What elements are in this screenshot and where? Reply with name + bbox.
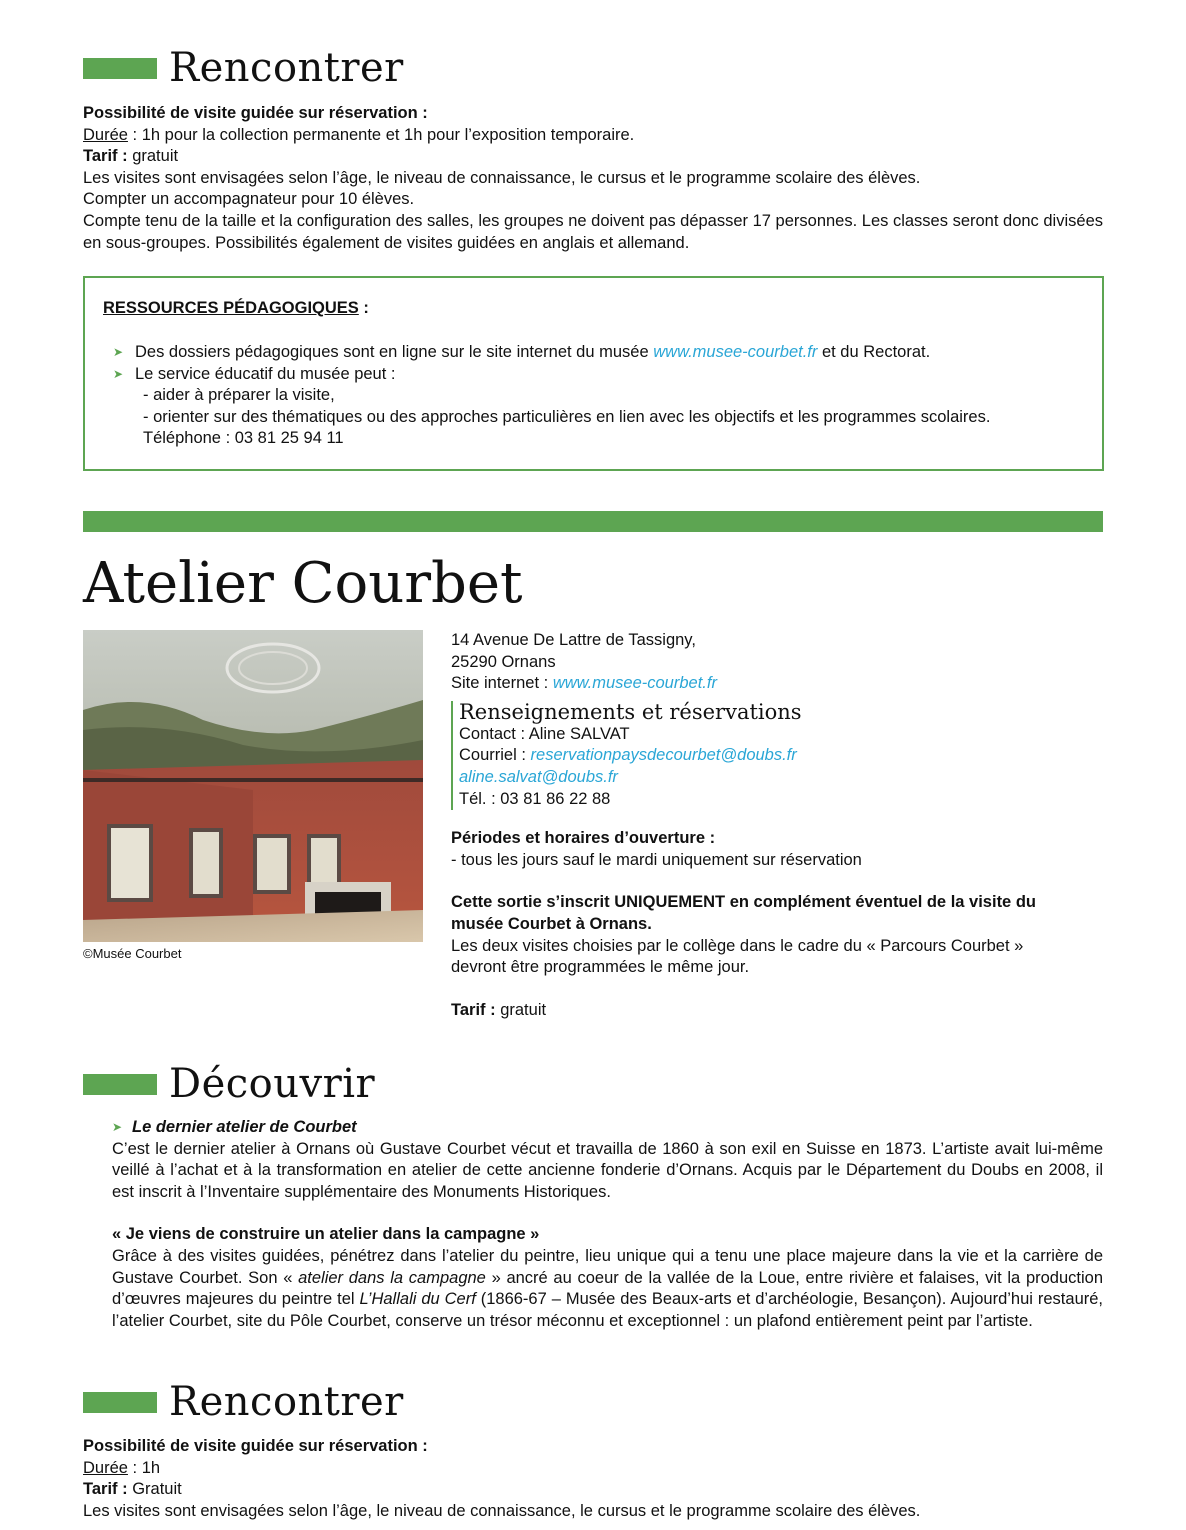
body-line: Compter un accompagnateur pour 10 élèves.	[83, 190, 415, 209]
tarif-label: Tarif :	[83, 147, 128, 166]
periods-text: - tous les jours sauf le mardi uniquement sur réservation	[451, 850, 862, 869]
tarif-value: gratuit	[127, 147, 179, 166]
resources-title	[103, 299, 369, 318]
body-line: Compte tenu de la taille et la configuration des salles, les groupes ne doivent pas dépasser 17 personnes. Les classes seront donc divisées en sous-groupes. Possibilités également de visites guidées en anglais et allemand.	[83, 211, 1103, 252]
paragraph-italic: L’Hallali du Cerf	[359, 1290, 476, 1309]
arrow-right-icon: ➤	[113, 366, 124, 381]
list-item-suffix: et du Rectorat.	[817, 343, 931, 361]
atelier-photo	[83, 630, 423, 942]
phone-number: Téléphone : 03 81 25 94 11	[143, 429, 344, 448]
address-line: 25290 Ornans	[451, 652, 556, 671]
section-heading-decouvrir	[83, 1061, 376, 1107]
item-title: Le dernier atelier de Courbet	[132, 1118, 357, 1136]
sub-item: - aider à préparer la visite,	[143, 386, 335, 405]
courriel-line	[459, 745, 1111, 767]
visit-label: Possibilité de visite guidée sur réservation :	[83, 104, 428, 122]
quote-title: « Je viens de construire un atelier dans la campagne »	[112, 1225, 540, 1244]
heading-bar	[83, 58, 157, 79]
periods-label: Périodes et horaires d’ouverture :	[451, 829, 716, 848]
tarif-line	[451, 1000, 1111, 1022]
arrow-right-icon: ➤	[113, 345, 124, 359]
paragraph-text: » ancré au coeur de la vallée de la Loue, entre rivière et falaises, vit la production d’œuvres majeures du peintre tel	[112, 1268, 1103, 1309]
contact-line: Contact : Aline SALVAT	[459, 724, 630, 743]
list-item	[112, 1117, 1103, 1139]
section1-body	[83, 103, 1103, 254]
arrow-right-icon: ➤	[112, 1120, 123, 1134]
paragraph	[112, 1246, 1103, 1332]
body-line: Les visites sont envisagées selon l’âge, le niveau de connaissance, le cursus et le programme scolaire des élèves.	[83, 168, 921, 187]
heading-bar	[83, 1074, 157, 1095]
site-line	[451, 673, 1111, 695]
decouvrir-body	[112, 1117, 1103, 1332]
tarif-label: Tarif :	[83, 1480, 128, 1499]
list-item-text: Le service éducatif du musée peut :	[135, 364, 396, 383]
atelier-info	[451, 630, 1111, 1021]
address-line: 14 Avenue De Lattre de Tassigny,	[451, 631, 696, 649]
duration-text: : 1h pour la collection permanente et 1h pour l’exposition temporaire.	[127, 125, 635, 144]
list-item	[113, 342, 990, 364]
body-line: Les visites sont envisagées selon l’âge, le niveau de connaissance, le cursus et le programme scolaire des élèves.	[83, 1501, 921, 1520]
contact-box	[451, 701, 1111, 810]
sub-item: - orienter sur des thématiques ou des approches particulières en lien avec les objectifs et les programmes scolaires.	[143, 407, 991, 426]
duration-label: Durée	[83, 125, 128, 144]
tarif-value: gratuit	[495, 1000, 547, 1019]
section-heading-rencontrer	[83, 45, 404, 91]
paragraph: C’est le dernier atelier à Ornans où Gustave Courbet vécut et travailla de 1860 à son exil en Suisse en 1873. L’artiste avait lui-même veillé à l’achat et à la transformation en atelier de cette ancienne fonderie d’Ornans. Acquis par le Département du Doubs en 2008, il est inscrit à l’Inventaire supplémentaire des Monuments Historiques.	[112, 1139, 1103, 1201]
page-title: Atelier Courbet	[83, 551, 523, 616]
section-heading-rencontrer	[83, 1379, 404, 1425]
photo-caption: ©Musée Courbet	[83, 946, 182, 961]
paragraph-text: (1866-67 – Musée des Beaux-arts et d’archéologie, Besançon). Aujourd’hui restauré, l’atelier Courbet, site du Pôle Courbet, conserve un trésor méconnu et exceptionnel : un plafond entièrement peint par l’artiste.	[112, 1290, 1103, 1330]
email-link[interactable]: reservationpaysdecourbet@doubs.fr	[530, 746, 797, 765]
resources-list	[113, 342, 990, 450]
note-bold: Cette sortie s’inscrit UNIQUEMENT en complément éventuel de la visite du musée Courbet à Ornans.	[451, 893, 1036, 934]
resources-title-text: RESSOURCES PÉDAGOGIQUES	[103, 299, 359, 317]
list-item-text: Des dossiers pédagogiques sont en ligne sur le site internet du musée	[135, 343, 654, 361]
tarif-value: Gratuit	[127, 1480, 182, 1499]
email-line	[459, 767, 1111, 789]
section-separator-bar	[83, 511, 1103, 532]
duration-line	[83, 125, 1103, 147]
heading-bar	[83, 1392, 157, 1413]
museum-link[interactable]: www.musee-courbet.fr	[653, 343, 818, 361]
site-link[interactable]: www.musee-courbet.fr	[552, 674, 717, 693]
tarif-line	[83, 1479, 1103, 1501]
site-label: Site internet :	[451, 674, 553, 693]
note-text: Les deux visites choisies par le collège dans le cadre du « Parcours Courbet » devront être programmées le même jour.	[451, 936, 1024, 977]
section2-body	[83, 1436, 1103, 1522]
tarif-label: Tarif :	[451, 1000, 496, 1019]
resources-box	[83, 276, 1104, 471]
contact-title: Renseignements et réservations	[459, 699, 802, 724]
duration-line	[83, 1458, 1103, 1480]
paragraph-text: Grâce à des visites guidées, pénétrez dans l’atelier du peintre, lieu unique qui a tenu une place majeure dans la vie et la carrière de Gustave Courbet. Son «	[112, 1246, 1103, 1287]
resources-title-suffix: :	[358, 299, 369, 317]
email-link[interactable]: aline.salvat@doubs.fr	[459, 768, 618, 787]
list-item	[113, 364, 990, 450]
heading-title: Découvrir	[169, 1061, 376, 1107]
paragraph-italic: atelier dans la campagne	[298, 1268, 486, 1287]
duration-text: : 1h	[127, 1458, 161, 1477]
tel-line: Tél. : 03 81 86 22 88	[459, 789, 611, 808]
visit-label: Possibilité de visite guidée sur réservation :	[83, 1437, 428, 1455]
heading-title: Rencontrer	[169, 45, 404, 91]
courriel-label: Courriel :	[459, 746, 531, 765]
heading-title: Rencontrer	[169, 1379, 404, 1425]
duration-label: Durée	[83, 1458, 128, 1477]
tarif-line	[83, 146, 1103, 168]
